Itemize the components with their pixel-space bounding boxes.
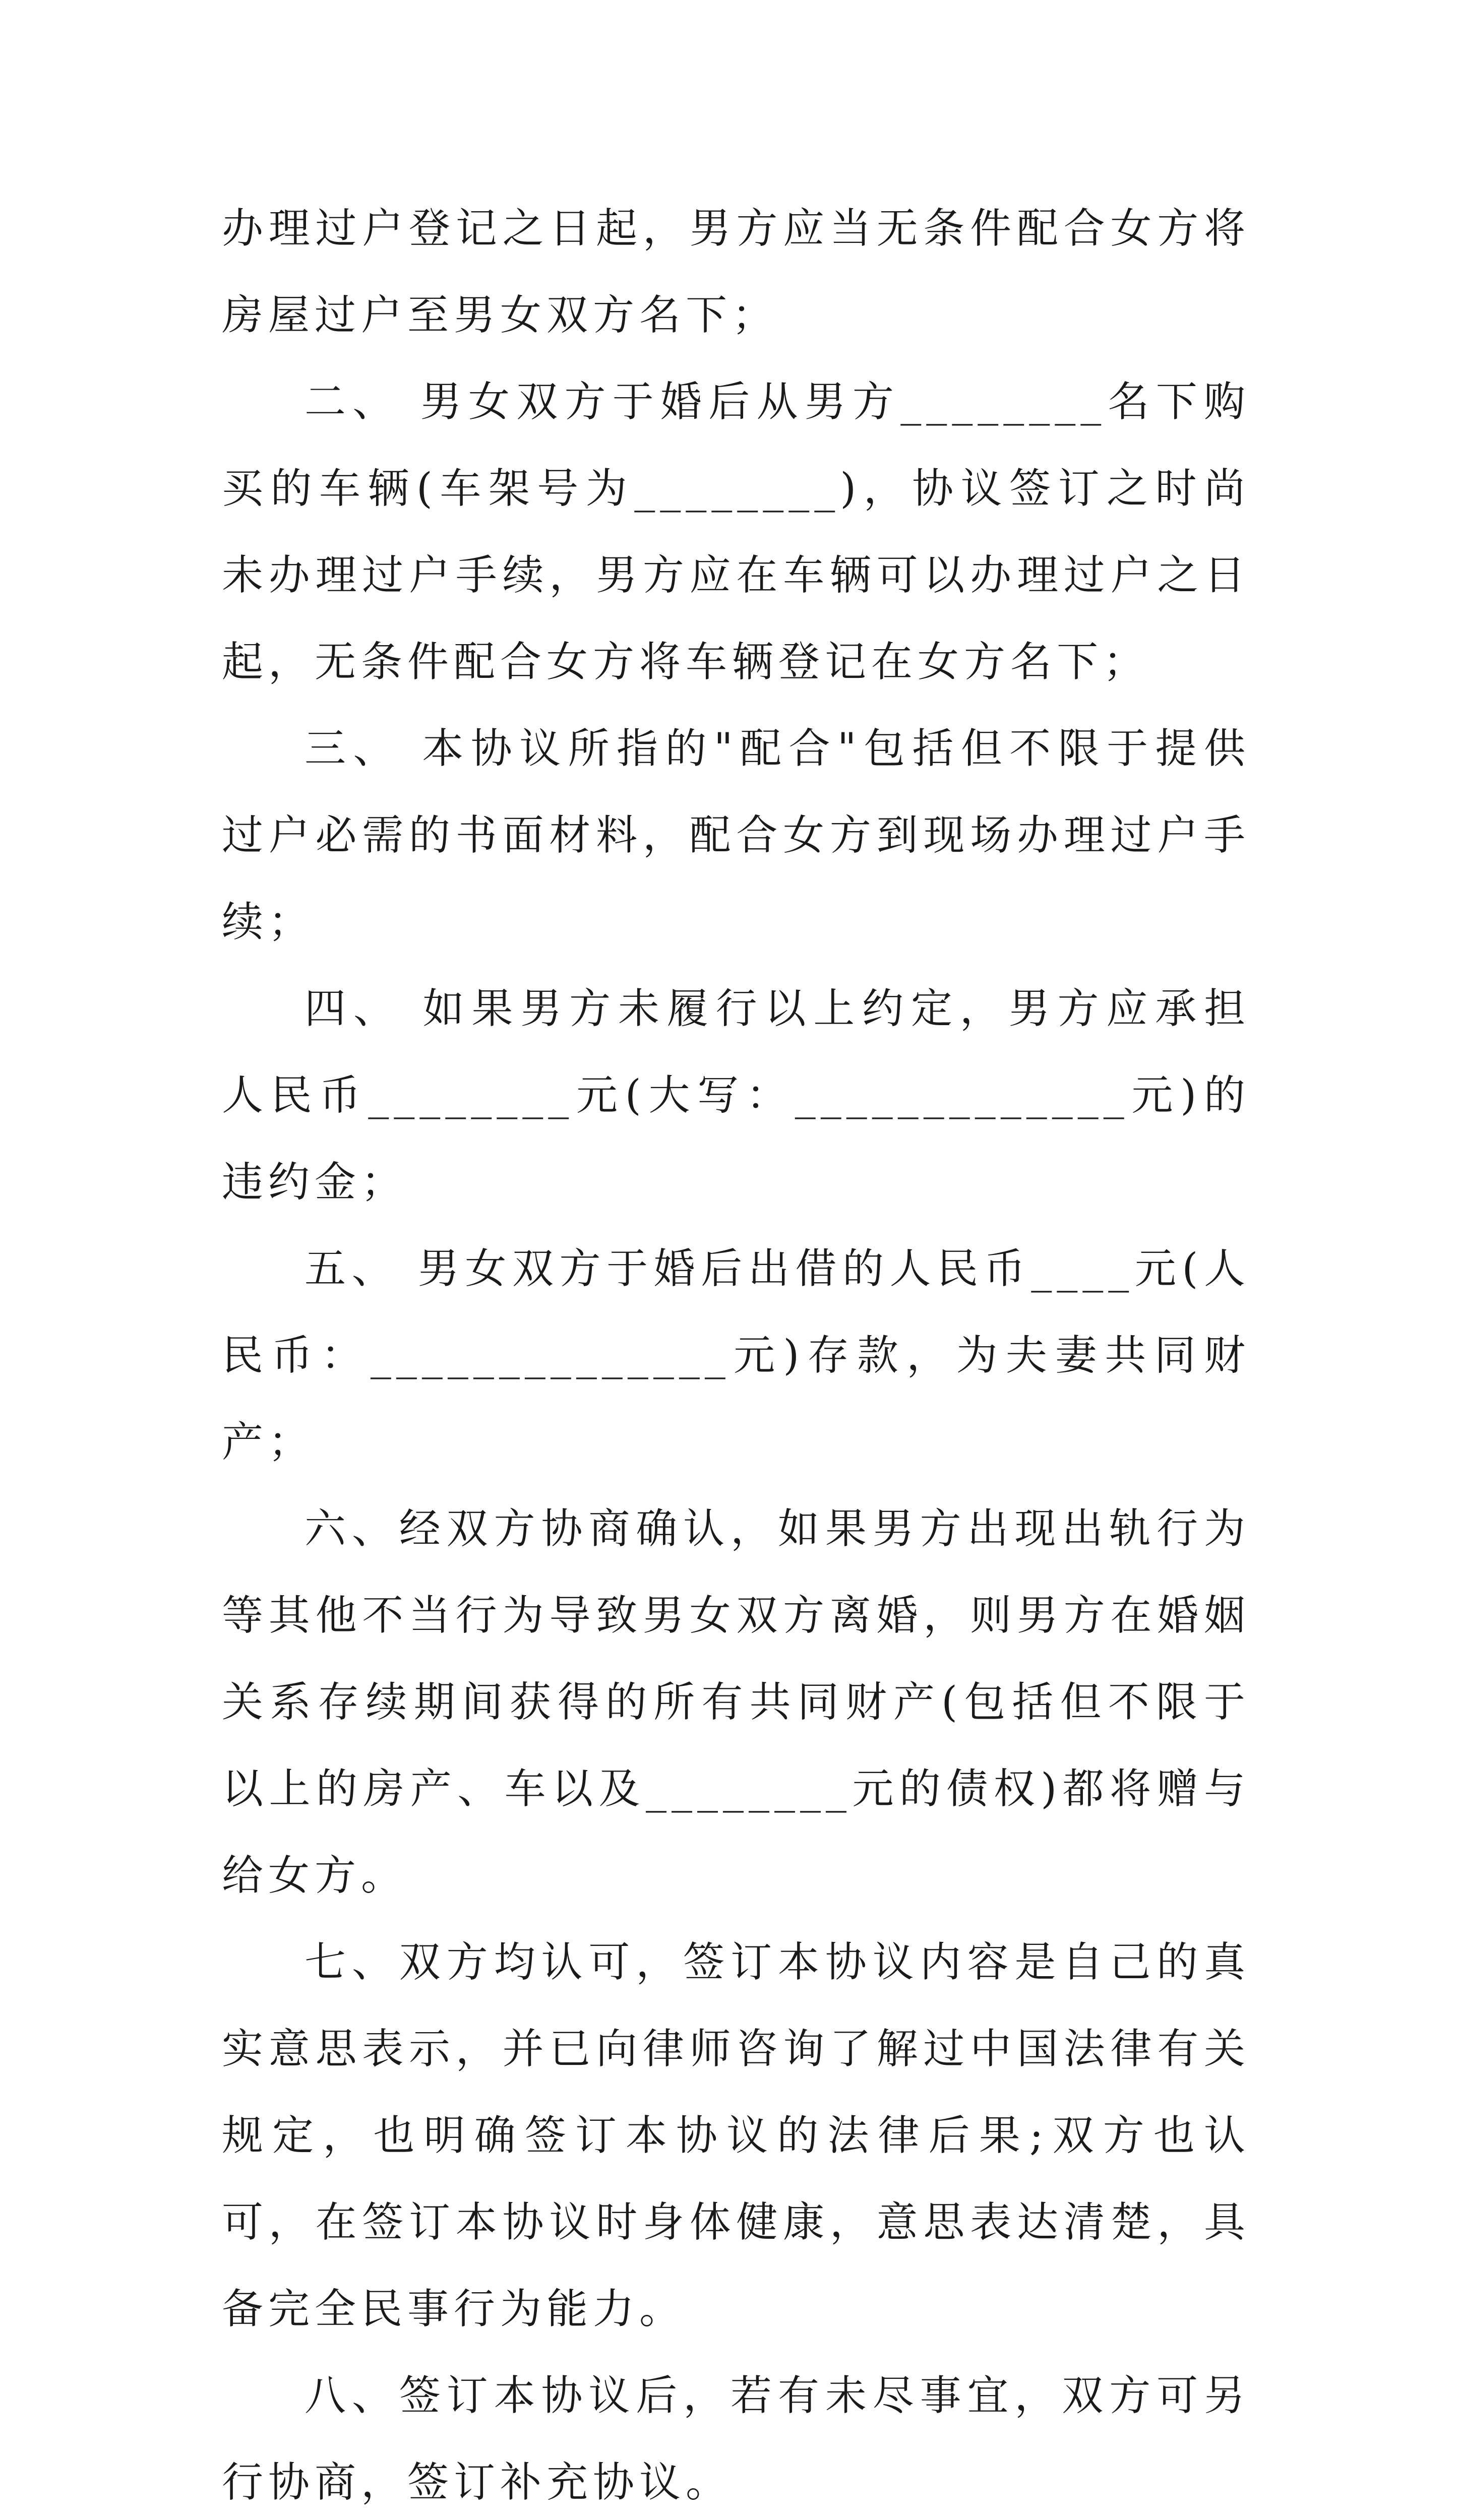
paragraph-clause-4-penalty: 四、 如果男方未履行以上约定，男方应承担人民币________元(大写：_____________元)的违约金； <box>222 985 1250 1206</box>
paragraph-clause-6-infidelity: 六、经双方协商确认，如果男方出现出轨行为等其他不当行为导致男女双方离婚，则男方在婚姻关系存续期间获得的所有共同财产(包括但不限于以上的房产、车以及________元的债权)都将赠与给女方。 <box>222 1505 1250 1900</box>
document-body <box>222 185 1250 2520</box>
paragraph-clause-3-cooperation: 三、 本协议所指的"配合"包括但不限于提供过户必需的书面材料，配合女方到现场办理过户手续； <box>222 725 1250 946</box>
paragraph-clause-5-deposit: 五、 男女双方于婚后出借的人民币____元(人民币：______________元)存款，为夫妻共同财产； <box>222 1245 1250 1466</box>
paragraph-house-transfer: 办理过户登记之日起，男方应当无条件配合女方将房屋过户至男女双方名下； <box>222 205 1250 339</box>
paragraph-clause-8-supplement: 八、签订本协议后，若有未尽事宜，双方可另行协商，签订补充协议。 <box>222 2372 1250 2506</box>
paragraph-clause-2-vehicle: 二、 男女双方于婚后从男方________名下购买的车辆(车架号为________)，协议签订之时尚未办理过户手续，男方应在车辆可以办理过户之日起，无条件配合女方将车辆登记在女方名下； <box>222 378 1250 686</box>
paragraph-clause-7-acknowledgement: 七、双方均认可，签订本协议内容是自己的真实意思表示，并已向律师咨询了解过中国法律有关规定，也明确签订本协议的法律后果;双方也认可，在签订本协议时身体健康，意思表达清楚，具备完全民事行为能力。 <box>222 1938 1250 2333</box>
